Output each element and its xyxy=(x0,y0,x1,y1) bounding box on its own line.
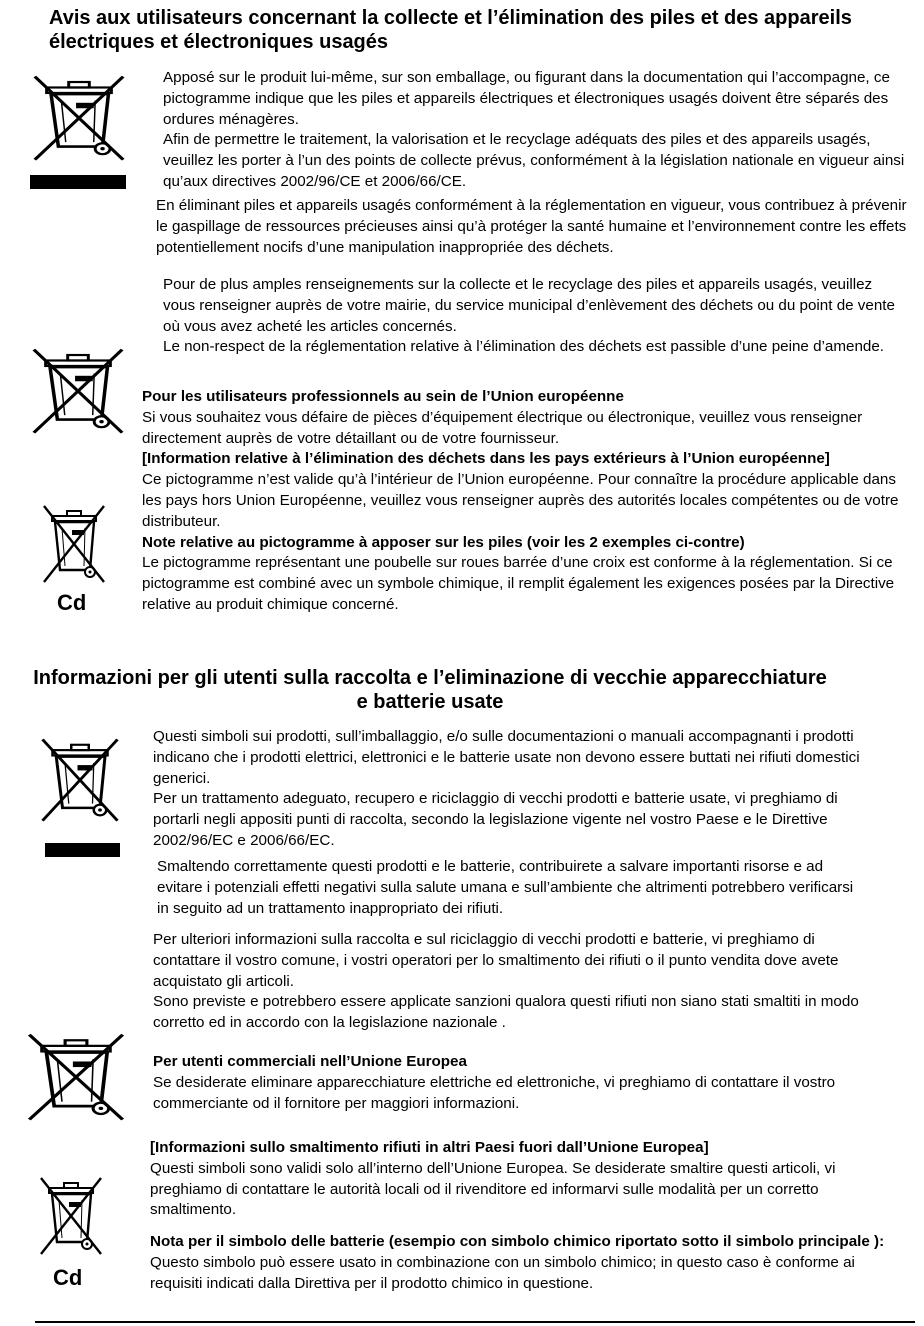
cd-symbol: Cd xyxy=(53,1265,83,1290)
fr-paragraph: Ce pictogramme n’est valide qu’à l’intérieur de l’Union européenne. Pour connaître la procédure applicable dans les pays hors Union Européenne, veuillez vous renseigner auprès des autorités locales compétentes ou de votre distributeur. xyxy=(142,471,899,530)
it-paragraph: Questi simboli sono validi solo all’interno dell’Unione Europea. Se desiderate smaltire questi articoli, vi preghiamo di contattare le autorità locali od il rivenditore ed informarvi sulle modalità per un corretto smaltimento. xyxy=(150,1159,836,1219)
it-heading-commercial: Per utenti commerciali nell’Unione Europea xyxy=(153,1053,467,1070)
fr-heading-professional: Pour les utilisateurs professionnels au sein de l’Union européenne xyxy=(142,388,624,405)
it-heading-battery-note: Nota per il simbolo delle batterie (esempio con simbolo chimico riportato sotto il simbolo principale ): xyxy=(150,1233,885,1250)
it-paragraph: Per ulteriori informazioni sulla raccolta e sul riciclaggio di vecchi prodotti e batterie, vi preghiamo di contattare il vostro comune, i vostri operatori per lo smaltimento dei rifiuti o il punto vendita dove avete acquistato gli articoli. xyxy=(153,931,839,990)
it-paragraph: Questo simbolo può essere usato in combinazione con un simbolo chimico; in questo caso è conforme ai requisiti indicati dalla Direttiva per il prodotto chimico in questione. xyxy=(150,1253,855,1292)
crossed-bin-icon xyxy=(26,70,132,164)
fr-paragraph: Pour de plus amples renseignements sur la collecte et le recyclage des piles et appareils usagés, veuillez vous renseigner auprès de votre mairie, du service municipal d’enlèvement des déchets ou du point de vente où vous avez acheté les articles concernés. xyxy=(163,276,895,335)
it-paragraph: Per un trattamento adeguato, recupero e riciclaggio di vecchi prodotti e batterie usate, vi preghiamo di portarli negli appositi punti di raccolta, secondo la legislazione vigente nel vostro Paese e le Direttive 2002/96/EC e 2006/66/EC. xyxy=(153,790,838,849)
crossed-bin-icon xyxy=(20,1028,132,1124)
it-paragraph: Smaltendo correttamente questi prodotti e le batterie, contribuirete a salvare importanti risorse e ad evitare i potenziali effetti negativi sulla salute umana e sull’ambiente che altrimenti potrebbero verificarsi in seguito ad un trattamento inappropriato dei rifiuti. xyxy=(157,858,854,917)
fr-paragraph: Apposé sur le produit lui-même, sur son emballage, ou figurant dans la documentation qui l’accompagne, ce pictogramme indique que les piles et appareils électriques et électroniques usagés doivent être séparés des ordures ménagères. xyxy=(163,69,890,128)
crossed-bin-icon xyxy=(25,343,131,437)
fr-paragraph: Si vous souhaitez vous défaire de pièces d’équipement électrique ou électronique, veuillez vous renseigner directement auprès de votre détaillant ou de votre fournisseur. xyxy=(142,408,863,447)
cd-symbol: Cd xyxy=(57,590,87,615)
fr-paragraph: Afin de permettre le traitement, la valorisation et le recyclage adéquats des piles et des appareils usagés, veuillez les porter à l’un des points de collecte prévus, conformément à la législation nationale en vigueur ainsi qu’aux directives 2002/96/CE et 2006/66/CE. xyxy=(163,131,905,190)
crossed-bin-icon xyxy=(35,1172,107,1258)
fr-paragraph: Le non-respect de la réglementation relative à l’élimination des déchets est passible d’une peine d’amende. xyxy=(163,338,885,356)
fr-paragraph: Le pictogramme représentant une poubelle sur roues barrée d’une croix est conforme à la réglementation. Si ce pictogramme est combiné avec un symbole chimique, il remplit également les exigences posées par la Directive relative au produit chimique concerné. xyxy=(142,554,895,613)
page-title-it: Informazioni per gli utenti sulla raccolta e l’eliminazione di vecchie apparecchiature e batterie usate xyxy=(33,667,827,713)
fr-heading-outside-eu: [Information relative à l’élimination des déchets dans les pays extérieurs à l’Union européenne] xyxy=(142,450,830,468)
it-paragraph: Sono previste e potrebbero essere applicate sanzioni qualora questi rifiuti non siano stati smaltiti in modo corretto ed in accordo con la legislazione nazionale . xyxy=(153,993,859,1032)
black-bar xyxy=(45,843,120,857)
divider-line xyxy=(35,1321,915,1323)
crossed-bin-icon xyxy=(38,500,110,586)
fr-intro xyxy=(163,68,908,193)
black-bar xyxy=(30,175,126,189)
it-paragraph: Questi simboli sui prodotti, sull’imballaggio, e/o sulle documentazioni o manuali accompagnanti i prodotti indicano che i prodotti elettrici, elettronici e le batterie usate non devono essere buttati nei rifiuti domestici generici. xyxy=(153,728,860,787)
fr-paragraph: En éliminant piles et appareils usagés conformément à la réglementation en vigueur, vous contribuez à prévenir le gaspillage de ressources précieuses ainsi qu’à protéger la santé humaine et l’environnement contre les effets potentiellement nocifs d’une manipulation inappropriée des déchets. xyxy=(156,197,907,256)
page-title-fr: Avis aux utilisateurs concernant la collecte et l’élimination des piles et des appareils électriques et électroniques usagés xyxy=(49,7,852,53)
crossed-bin-icon xyxy=(35,733,125,825)
it-paragraph: Se desiderate eliminare apparecchiature elettriche ed elettroniche, vi preghiamo di contattare il vostro commerciante od il fornitore per maggiori informazioni. xyxy=(153,1073,836,1112)
it-heading-outside-eu: [Informazioni sullo smaltimento rifiuti in altri Paesi fuori dall’Unione Europea] xyxy=(150,1139,709,1156)
fr-heading-battery-note: Note relative au pictogramme à apposer sur les piles (voir les 2 exemples ci-contre) xyxy=(142,533,745,551)
